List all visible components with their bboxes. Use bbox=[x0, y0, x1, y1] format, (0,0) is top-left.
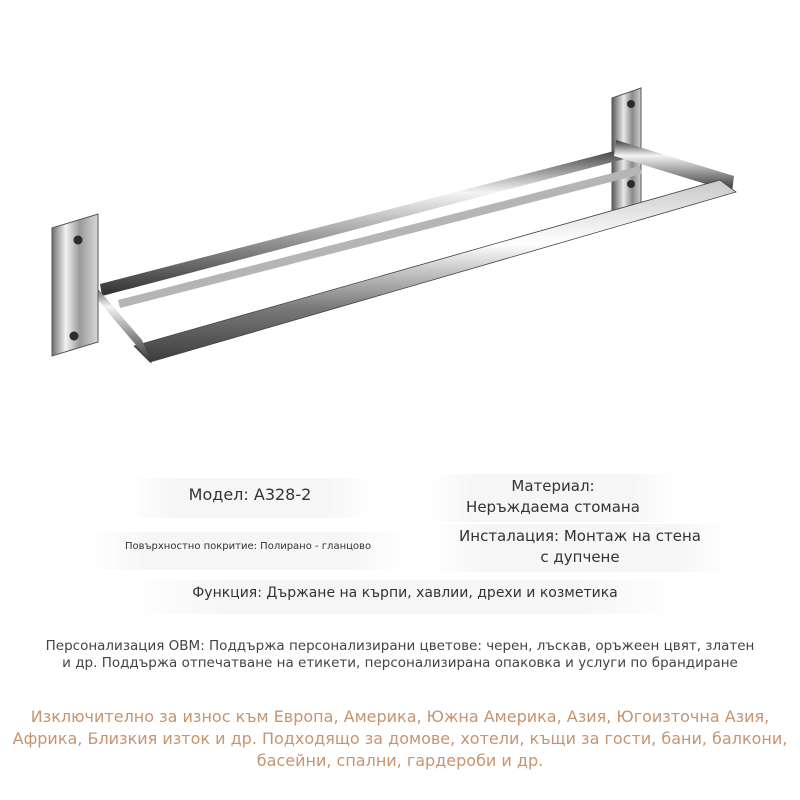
model-cell bbox=[130, 478, 370, 518]
installation-label: Инсталация: Монтаж на стена bbox=[459, 527, 701, 545]
function-cell bbox=[130, 580, 680, 614]
installation-cell bbox=[430, 524, 730, 572]
installation-value: с дупчене bbox=[540, 548, 620, 566]
export-line-1: Изключително за износ към Европа, Америка, Южна Америка, Азия, Югоизточна Азия, bbox=[30, 707, 770, 726]
model-label: Модел: A328-2 bbox=[188, 485, 312, 504]
export-description bbox=[0, 706, 800, 772]
export-line-3: басейни, спални, гардероби и др. bbox=[256, 751, 544, 770]
oem-line-2: и др. Поддържа отпечатване на етикети, персонализирана опаковка и услуги по брандиране bbox=[62, 655, 738, 671]
oem-line-1: Персонализация OBM: Поддържа персонализирани цветове: черен, лъскав, оръжеен цвят, златен bbox=[45, 638, 755, 654]
finish-label: Повърхностно покритие: Полирано - гланцово bbox=[124, 541, 372, 552]
material-value: Неръждаема стомана bbox=[466, 498, 640, 516]
export-line-2: Африка, Близкия изток и др. Подходящо за домове, хотели, къщи за гости, бани, балкони, bbox=[12, 729, 788, 748]
material-label: Материал: bbox=[511, 477, 595, 495]
function-label: Функция: Държане на кърпи, хавлии, дрехи и козметика bbox=[192, 585, 618, 601]
oem-description bbox=[30, 638, 770, 672]
finish-cell bbox=[90, 532, 406, 570]
material-cell bbox=[430, 474, 676, 522]
